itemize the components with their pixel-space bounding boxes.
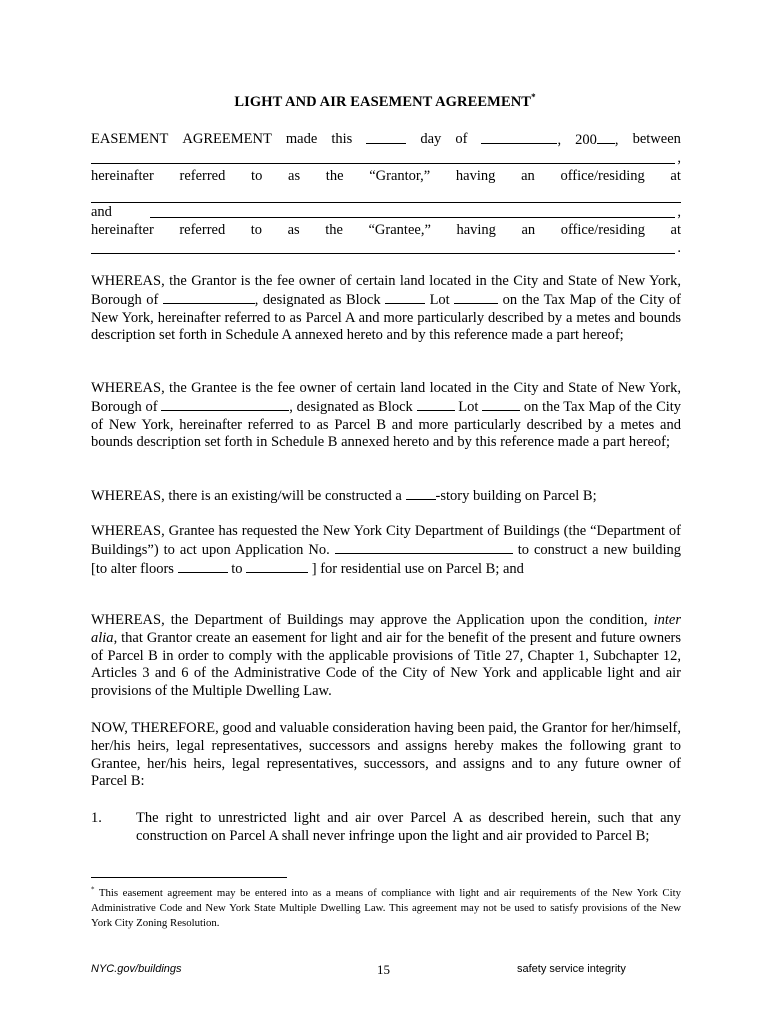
day-blank[interactable]: [366, 131, 406, 144]
grantor-address-blank[interactable]: [91, 189, 681, 203]
whereas-building-paragraph: WHEREAS, there is an existing/will be constructed a -story building on Parcel B;: [91, 488, 597, 504]
whereas-condition-paragraph: WHEREAS, the Department of Buildings may approve the Application upon the condition, inter alia, that Grantor create an easement for light and air for the benefit of the present and future owners of Parcel B in order to comply with the applicable provisions of Title 27, Chapter 1, Subchapter 12, Articles 3 and 6 of the Administrative Code of the City of New York and applicable light and air provisions of the Multiple Dwelling Law.: [91, 612, 681, 700]
now-therefore-paragraph: NOW, THEREFORE, good and valuable consideration having been paid, the Grantor for her/himself, her/his heirs, legal representatives, successors and assigns hereby makes the following grant to Grantee, her/his heirs, legal representatives, successors, and assigns and to any future owner of Parcel B:: [91, 720, 681, 790]
footnote: * This easement agreement may be entered into as a means of compliance with light and air requirements of the New York City Administrative Code and New York State Multiple Dwelling Law. This agreement may not be used to satisfy provisions of the New York City Zoning Resolution.: [91, 885, 681, 929]
page-number: 15: [377, 962, 390, 977]
intro-line-1: EASEMENT AGREEMENT made this day of , 200 , between: [91, 131, 681, 148]
lot-a-blank[interactable]: [454, 291, 498, 304]
footnote-marker: *: [91, 885, 95, 894]
footer-website: NYC.gov/buildings: [91, 963, 182, 975]
application-number-blank[interactable]: [335, 541, 513, 554]
floor-from-blank[interactable]: [178, 560, 228, 573]
block-a-blank[interactable]: [385, 291, 425, 304]
borough-b-blank[interactable]: [161, 398, 289, 411]
item-text: The right to unrestricted light and air over Parcel A as described herein, such that any construction on Parcel A shall never infringe upon the light and air provided to Parcel B;: [136, 810, 681, 844]
year-blank[interactable]: [597, 131, 615, 144]
borough-a-blank[interactable]: [163, 291, 255, 304]
month-blank[interactable]: [481, 131, 557, 144]
stories-blank[interactable]: [406, 487, 436, 500]
grantee-address-line: .: [91, 240, 681, 258]
intro-block: [91, 131, 681, 258]
footnote-divider: [91, 877, 287, 878]
footer-slogan: safety service integrity: [517, 963, 626, 975]
whereas-grantee-paragraph: WHEREAS, the Grantee is the fee owner of certain land located in the City and State of New York, Borough of , designated as Block Lot on the Tax Map of the City of New York, hereinafter referred to as Parcel B and more particularly described by a metes and bounds description set forth in Schedule B annexed hereto and by this reference made a part hereof;: [91, 380, 682, 451]
grantee-address-blank[interactable]: [91, 240, 675, 254]
floor-to-blank[interactable]: [246, 560, 308, 573]
grantor-name-line: ,: [91, 150, 681, 168]
whereas-grantor-paragraph: WHEREAS, the Grantor is the fee owner of certain land located in the City and State of New York, Borough of , designated as Block Lot on the Tax Map of the City of New York, hereinafter referred to as Parcel A and more particularly described by a metes and bounds description set forth in Schedule A annexed hereto and by this reference made a part hereof;: [91, 273, 681, 344]
item-number: 1.: [91, 810, 102, 826]
block-b-blank[interactable]: [417, 398, 455, 411]
grantee-line: hereinafter referred to as the “Grantee,” having an office/residing at: [91, 222, 681, 239]
grantee-name-blank[interactable]: [150, 204, 675, 218]
whereas-application-paragraph: WHEREAS, Grantee has requested the New York City Department of Buildings (the “Department of Buildings”) to act upon Application No. to construct a new building [to alter floors to ] for residential use on Parcel B; and: [91, 523, 681, 577]
grantor-line: hereinafter referred to as the “Grantor,” having an office/residing at: [91, 167, 681, 184]
document-title: LIGHT AND AIR EASEMENT AGREEMENT*: [234, 92, 536, 110]
lot-b-blank[interactable]: [482, 398, 520, 411]
grantee-name-line: and ,: [91, 204, 681, 221]
grantor-name-blank[interactable]: [91, 150, 675, 164]
grant-item-1: [91, 810, 681, 846]
title-footnote-marker: *: [531, 92, 536, 103]
